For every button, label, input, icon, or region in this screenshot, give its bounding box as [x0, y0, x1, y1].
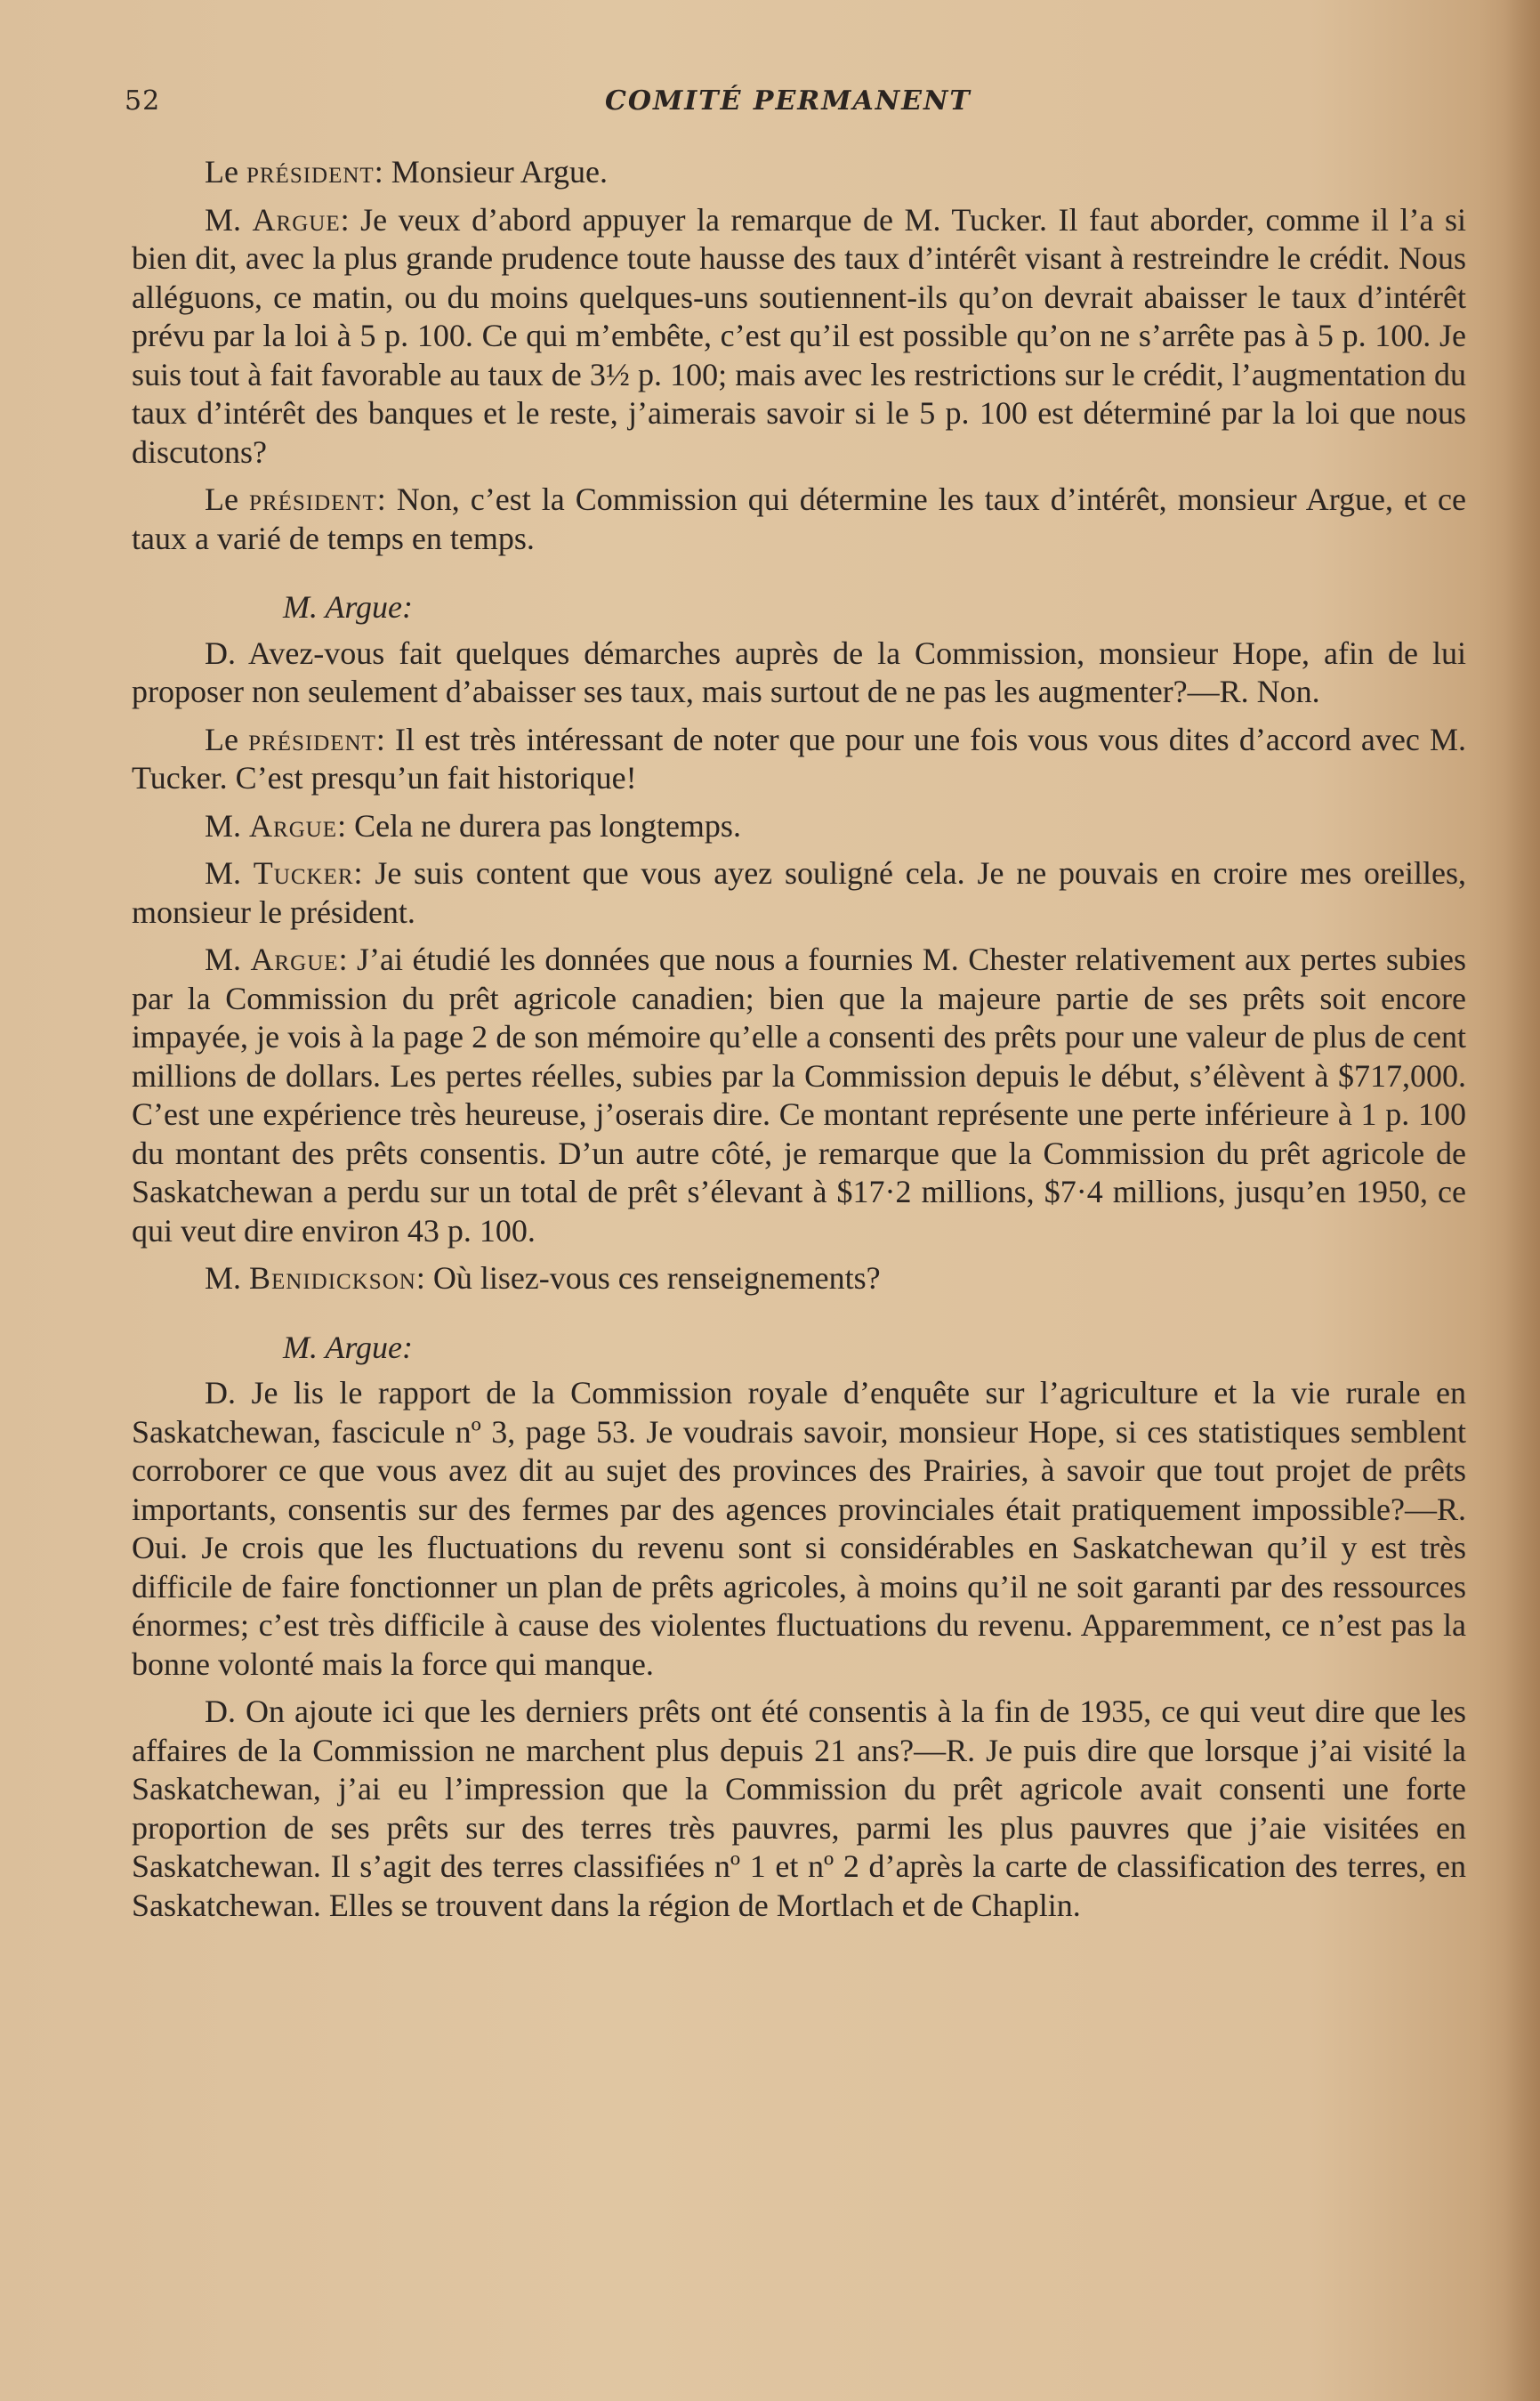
- page-header: [125, 85, 1459, 130]
- paragraph: M. Argue: J’ai étudié les données que nous a fournies M. Chester relativement aux pertes subies par la Commission du prêt agricole canadien; bien que la majeure partie de ses prêts soit encore impayée, je vois à la page 2 de son mémoire qu’elle a consenti des prêts pour une valeur de plus de cent millions de dollars. Les pertes réelles, subies par la Commission depuis le début, s’élèvent à $717,000. C’est une expérience très heureuse, j’oserais dire. Ce montant représente une perte inférieure à 1 p. 100 du montant des prêts consentis. D’un autre côté, je remarque que la Commission du prêt agricole de Saskatchewan a perdu sur un total de prêt s’élevant à $17·2 millions, $7·4 millions, jusqu’en 1950, ce qui veut dire environ 43 p. 100.: [132, 942, 1466, 1249]
- speaker-name: président: [248, 481, 377, 517]
- question-heading: M. Argue:: [283, 589, 413, 625]
- paragraph: M. Tucker: Je suis content que vous ayez souligné cela. Je ne pouvais en croire mes oreilles, monsieur le président.: [132, 855, 1466, 930]
- paragraph: M. Argue: Cela ne durera pas longtemps.: [205, 807, 741, 844]
- paragraph: D. On ajoute ici que les derniers prêts ont été consentis à la fin de 1935, ce qui veut dire que les affaires de la Commission ne marchent plus depuis 21 ans?—R. Je puis dire que lorsque j’ai visité la Saskatchewan, j’ai eu l’impression que la Commission du prêt agricole avait consenti une forte proportion de ses prêts sur des terres très pauvres, parmi les plus pauvres que j’aie visitées en Saskatchewan. Il s’agit des terres classifiées nº 1 et nº 2 d’après la carte de classification des terres, en Saskatchewan. Elles se trouvent dans la région de Mortlach et de Chaplin.: [132, 1694, 1466, 1923]
- paragraph: Le président: Non, c’est la Commission qui détermine les taux d’intérêt, monsieur Argue, et ce taux a varié de temps en temps.: [132, 481, 1466, 556]
- speaker-name: Argue: [250, 942, 339, 977]
- speaker-name: président: [246, 154, 375, 190]
- speaker-name: Tucker: [253, 855, 354, 891]
- running-head: COMITÉ PERMANENT: [605, 85, 972, 117]
- paragraph: M. Benidickson: Où lisez-vous ces renseignements?: [205, 1260, 881, 1296]
- paragraph: Le président: Il est très intéressant de noter que pour une fois vous vous dites d’accord avec M. Tucker. C’est presqu’un fait historique!: [132, 721, 1467, 796]
- speaker-name: Argue: [249, 807, 338, 844]
- page-spine-shadow: [1504, 0, 1540, 2401]
- speaker-name: Benidickson: [249, 1260, 416, 1296]
- paragraph: Le président: Monsieur Argue.: [205, 154, 609, 190]
- page-body: [132, 153, 1466, 1934]
- question-heading: M. Argue:: [283, 1329, 413, 1365]
- paragraph: D. Je lis le rapport de la Commission royale d’enquête sur l’agriculture et la vie rurale en Saskatchewan, fascicule nº 3, page 53. Je voudrais savoir, monsieur Hope, si ces statistiques semblent corroborer ce que vous avez dit au sujet des provinces des Prairies, à savoir que tout projet de prêts importants, consentis sur des fermes par des agences provinciales était pratiquement impossible?—R. Oui. Je crois que les fluctuations du revenu sont si considérables en Saskatchewan qu’il y est très difficile de faire fonctionner un plan de prêts agricoles, à moins qu’il ne soit garanti par des ressources énormes; c’est très difficile à cause des violentes fluctuations du revenu. Apparemment, ce n’est pas la bonne volonté mais la force qui manque.: [132, 1375, 1466, 1682]
- paragraph: M. Argue: Je veux d’abord appuyer la remarque de M. Tucker. Il faut aborder, comme il l’a si bien dit, avec la plus grande prudence toute hausse des taux d’intérêt visant à restreindre le crédit. Nous alléguons, ce matin, ou du moins quelques-uns soutiennent-ils qu’on devrait abaisser le taux d’intérêt prévu par la loi à 5 p. 100. Ce qui m’embête, c’est qu’il est possible qu’on ne s’arrête pas à 5 p. 100. Je suis tout à fait favorable au taux de 3½ p. 100; mais avec les restrictions sur le crédit, l’augmentation du taux d’intérêt des banques et le reste, j’aimerais savoir si le 5 p. 100 est déterminé par la loi que nous discutons?: [132, 201, 1466, 470]
- speaker-name: Argue: [252, 201, 341, 238]
- paragraph: D. Avez-vous fait quelques démarches auprès de la Commission, monsieur Hope, afin de lui proposer non seulement d’abaisser ses taux, mais surtout de ne pas les augmenter?—R. Non.: [132, 635, 1466, 709]
- page-number: 52: [125, 85, 161, 117]
- speaker-name: président: [248, 721, 376, 757]
